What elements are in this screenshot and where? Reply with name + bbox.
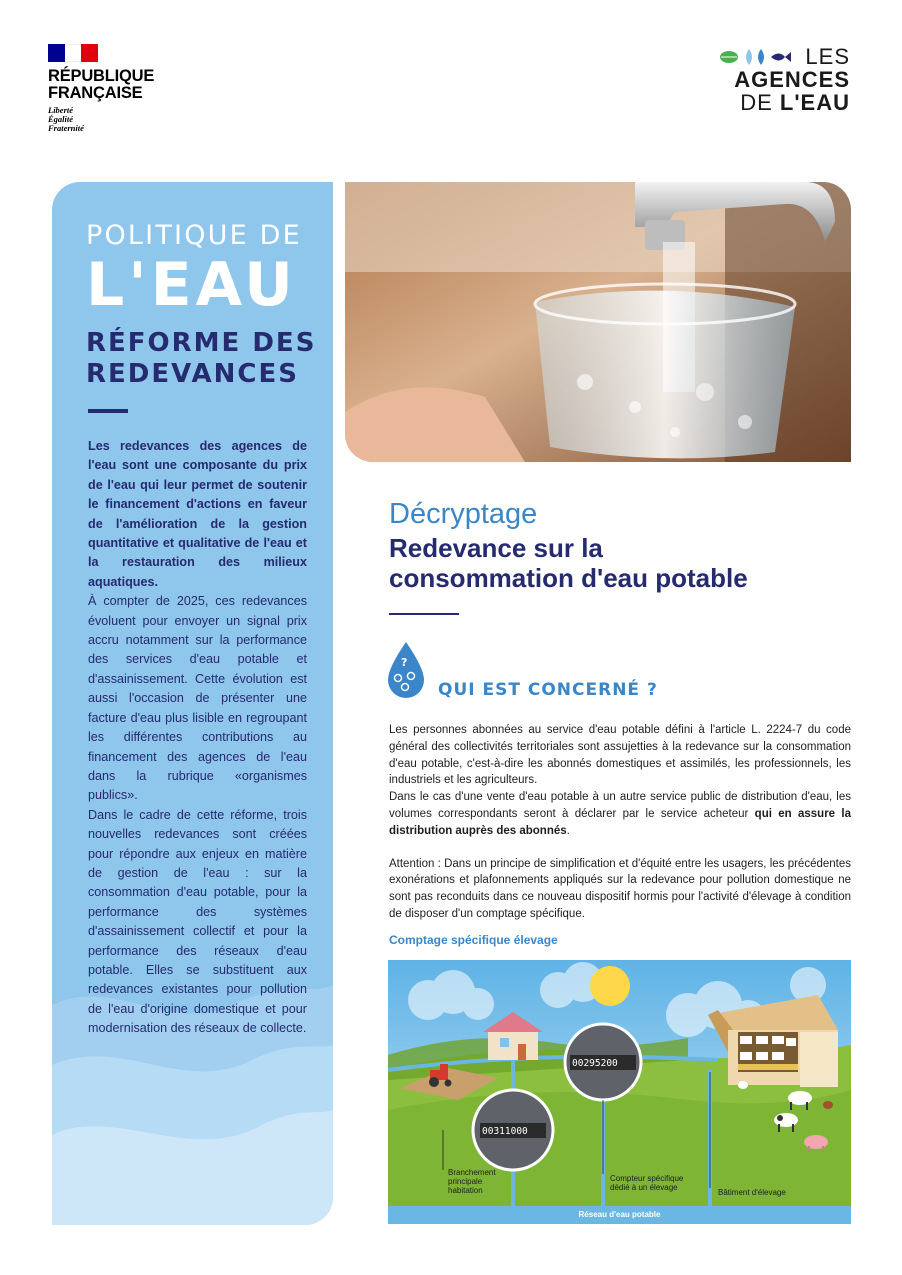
intro-paragraph: Dans le cadre de cette réforme, trois nouvelles redevances sont créées pour répondre aux enjeux en matière de gestion de l'eau : sur la consommation d'eau potable, pour la performance des systèmes d'assainissement collectif et pour la performance des réseaux d'eau potable. Elles se substituent aux redevances existantes pour pollution de l'eau d'origine domestique et pour modernisation des réseaux de collecte. bbox=[88, 807, 307, 1036]
section-kicker: Décryptage bbox=[389, 498, 538, 530]
agences-logo-line3: DE L'EAU bbox=[740, 90, 850, 115]
page-headline: Redevance sur la consommation d'eau potable bbox=[389, 533, 748, 593]
republic-name: RÉPUBLIQUE FRANÇAISE bbox=[48, 67, 155, 102]
reform-title: RÉFORME DES REDEVANCES bbox=[86, 328, 317, 389]
french-flag-icon bbox=[48, 44, 98, 62]
people-question-drop-icon bbox=[384, 640, 428, 700]
agences-logo-line2: AGENCES bbox=[734, 67, 850, 92]
body-paragraph: Dans le cas d'une vente d'eau potable à un autre service public de distribution d'eau, les volumes correspondants seront à déclarer par le service acheteur qui en assure la distribution auprès des abonnés. bbox=[389, 791, 851, 837]
svg-text:?: ? bbox=[401, 656, 408, 669]
label-specific-counter: Compteur spécifique dédié à un élevage bbox=[610, 1174, 684, 1192]
series-title-main: L'EAU bbox=[86, 250, 297, 320]
republique-francaise-logo bbox=[48, 44, 178, 133]
livestock-metering-illustration bbox=[388, 960, 851, 1224]
republic-motto: Liberté Égalité Fraternité bbox=[48, 105, 84, 133]
agences-logo-line1: LES bbox=[805, 44, 850, 69]
body-paragraph: Les personnes abonnées au service d'eau potable défini à l'article L. 2224-7 du code général des collectivités territoriales sont assujetties à la redevance sur la consommation d'eau potable, c'est-à-dire les abonnés domestiques et assimilés, les professionnels, les industriels et les agriculteurs. bbox=[389, 724, 851, 787]
intro-paragraph: À compter de 2025, ces redevances évoluent pour envoyer un signal prix accru notamment sur la performance des services d'eau potable et d'assainissement. Cette évolution est aussi l'occasion de présenter une facture d'eau plus lisible en regroupant les différentes contributions au financement des agences de l'eau dans la rubrique «organismes publics». bbox=[88, 594, 307, 803]
body-text bbox=[389, 722, 851, 923]
sun-icon bbox=[590, 966, 630, 1006]
water-glass-photo bbox=[345, 182, 851, 462]
section-title: QUI EST CONCERNÉ ? bbox=[438, 680, 658, 700]
agences-de-l-eau-logo bbox=[700, 46, 850, 114]
headline-divider bbox=[389, 613, 459, 615]
livestock-meter-icon bbox=[565, 1024, 641, 1100]
water-network-band: Réseau d'eau potable bbox=[388, 1206, 851, 1224]
title-divider bbox=[88, 409, 128, 413]
body-paragraph-warning: Attention : Dans un principe de simplification et d'équité entre les usagers, les précédentes exonérations et plafonnements appliqués sur la redevance pour pollution domestique ne sont pas reconduits dans ce nouveau dispositif hormis pour l'activité d'élevage à condition de disposer d'un comptage spécifique. bbox=[389, 857, 851, 920]
intro-lead: Les redevances des agences de l'eau sont une composante du prix de l'eau qui leur permet de soutenir le financement d'actions en faveur de l'amélioration de la gestion quantitative et qualitative de l'eau et la restauration des milieux aquatiques. bbox=[88, 439, 307, 589]
main-meter-value: 00311000 bbox=[482, 1126, 528, 1137]
illustration-caption: Comptage spécifique élevage bbox=[389, 933, 558, 947]
series-title: POLITIQUE DE bbox=[86, 220, 302, 251]
livestock-meter-value: 00295200 bbox=[572, 1058, 618, 1069]
sidebar-panel bbox=[52, 182, 333, 1225]
water-drops-icon bbox=[719, 47, 799, 67]
label-livestock-building: Bâtiment d'élevage bbox=[718, 1188, 786, 1197]
intro-text bbox=[88, 437, 307, 1039]
main-meter-icon bbox=[473, 1090, 553, 1170]
label-main-branch: Branchement principale habitation bbox=[448, 1168, 496, 1195]
